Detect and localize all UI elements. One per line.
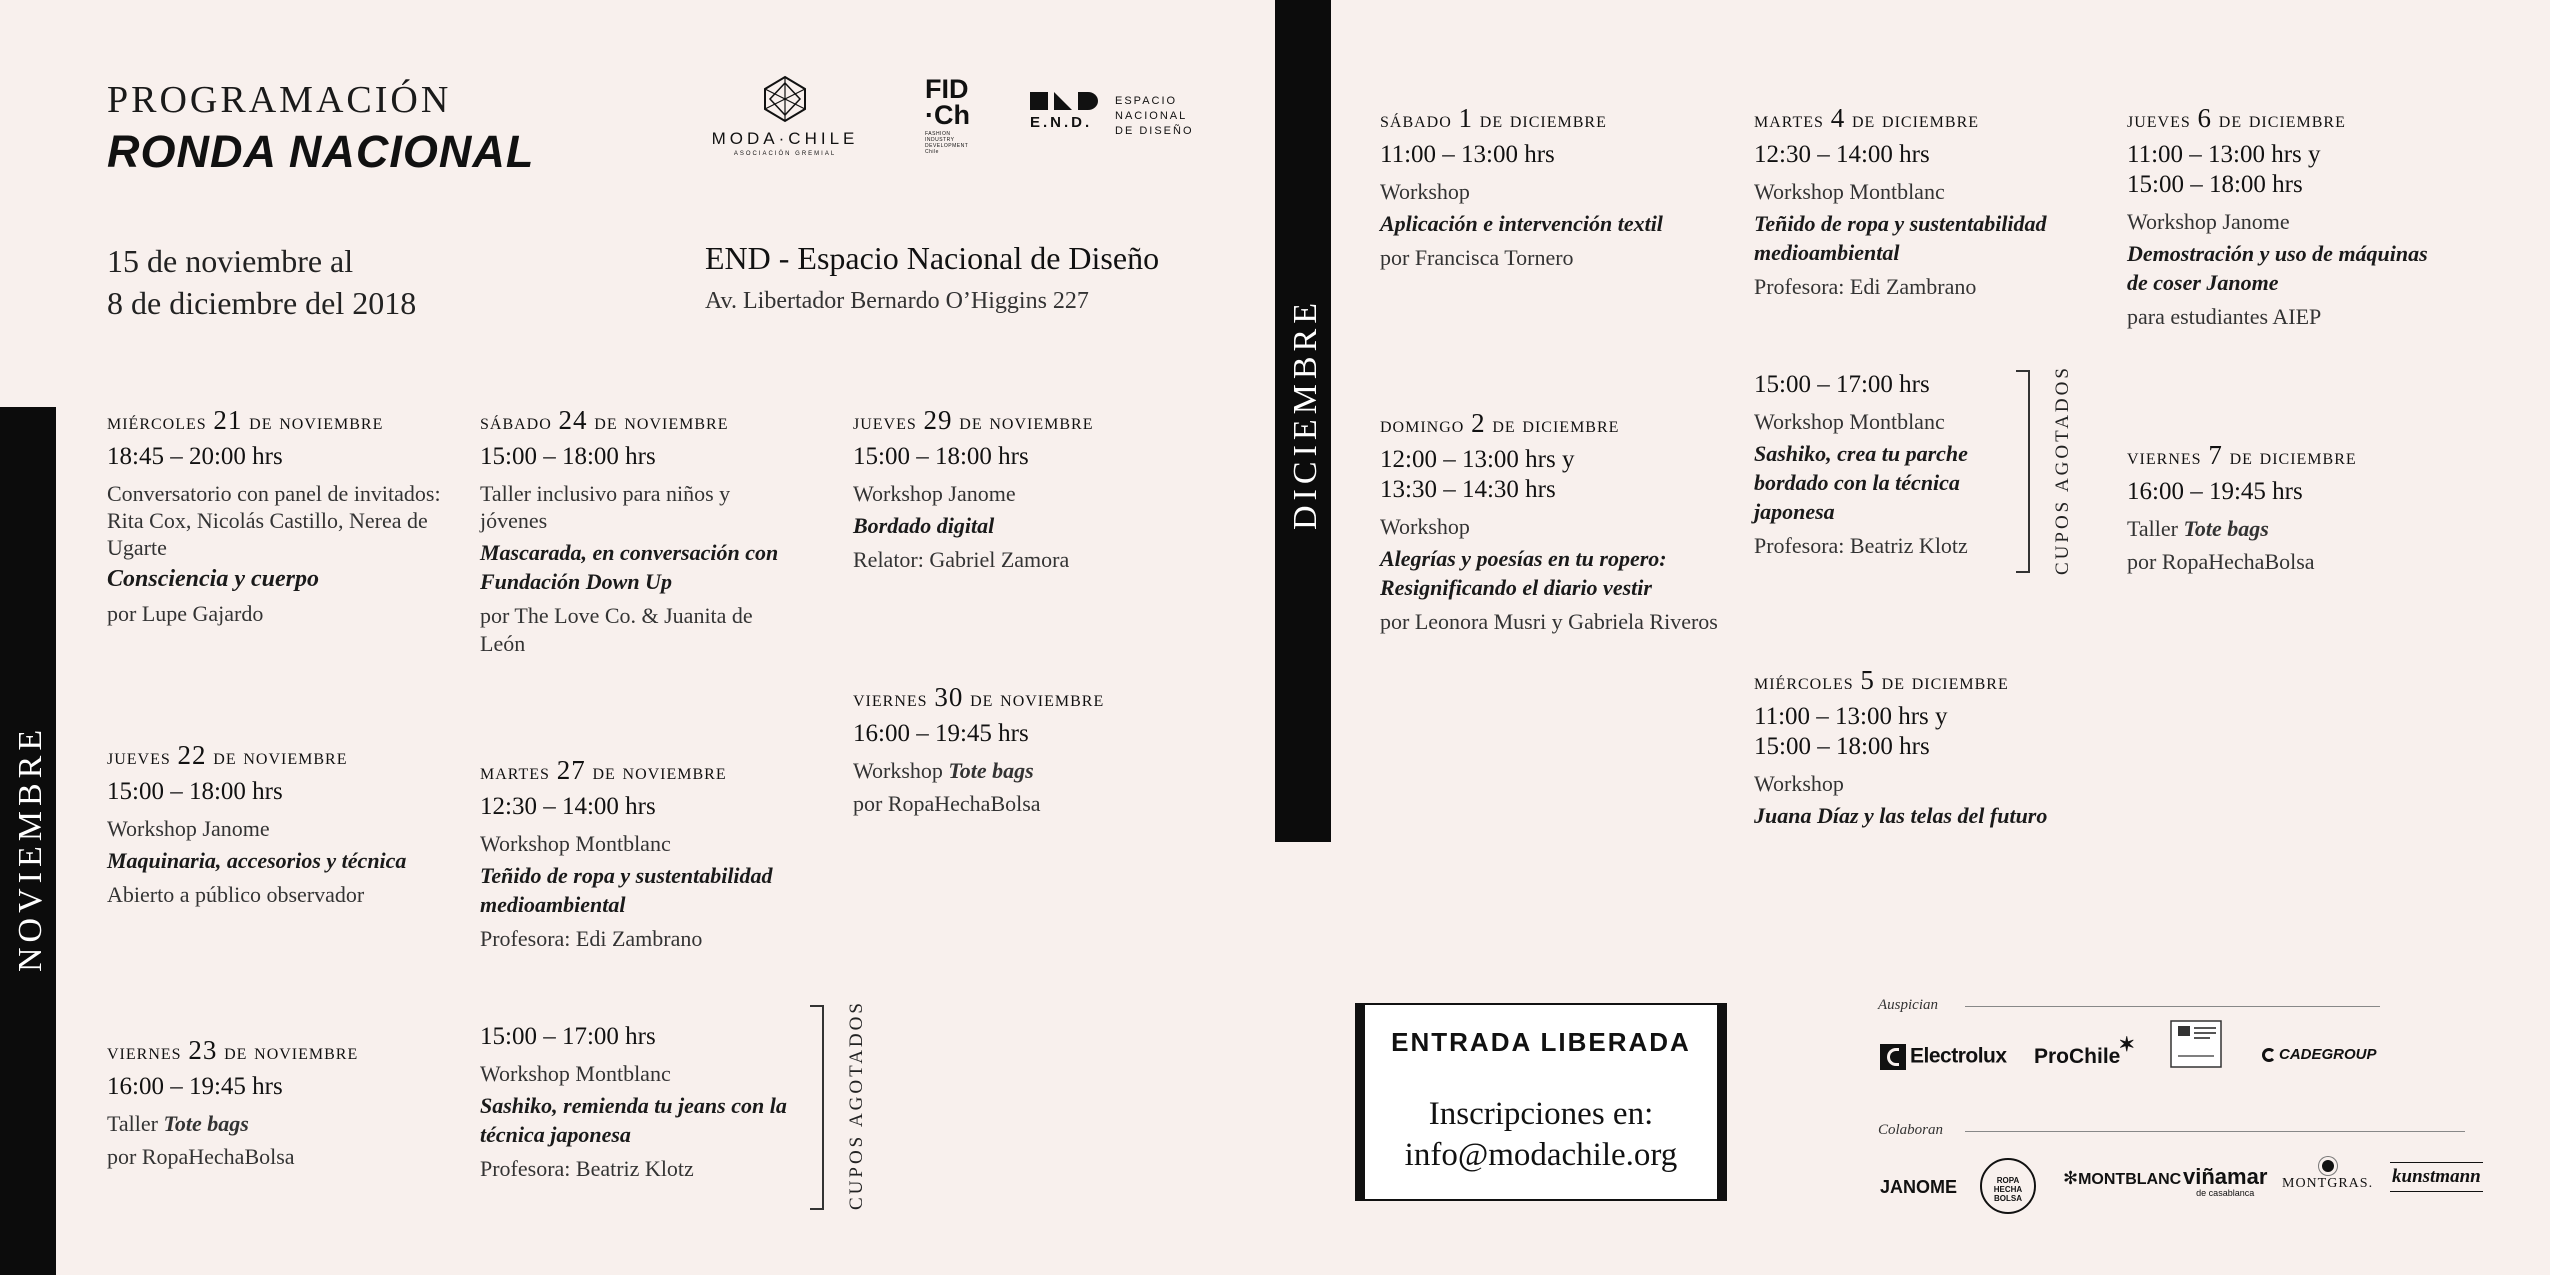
event-time: 16:00 – 19:45 hrs: [853, 720, 1029, 747]
event-day: martes 27 de noviembre: [480, 755, 727, 785]
event-type: Taller Tote bags: [2127, 516, 2269, 541]
event-title: Demostración y uso de máquinas de coser Janome: [2127, 241, 2428, 295]
event-time: 15:00 – 18:00 hrs: [853, 443, 1029, 470]
event-day: martes 4 de diciembre: [1754, 103, 1980, 133]
event-title: Teñido de ropa y sustentabilidad medioambiental: [1754, 211, 2047, 265]
event-day: jueves 29 de noviembre: [853, 405, 1094, 435]
event-type: Workshop Montblanc: [480, 831, 671, 856]
event-time-2: 15:00 – 18:00 hrs: [2127, 171, 2303, 198]
prochile-star-icon: ✶: [2118, 1034, 2136, 1056]
event-title: Maquinaria, accesorios y técnica: [107, 848, 407, 873]
event-sab1: [1380, 103, 1720, 272]
end-desc: ESPACIO NACIONAL DE DISEÑO: [1115, 95, 1194, 137]
colaborador-montblanc: ✻MONTBLANC: [2063, 1168, 2182, 1188]
event-title: Mascarada, en conversación con Fundación Down Up: [480, 540, 779, 594]
fidch-line-2: ·Ch: [925, 100, 970, 130]
event-type: Workshop Tote bags: [853, 758, 1034, 783]
auspician-label: Auspician: [1878, 997, 1938, 1013]
inscripciones-label: Inscripciones en:: [1428, 1096, 1654, 1132]
cupos-agotados-label: CUPOS AGOTADOS: [846, 1000, 867, 1210]
colaborador-kunstmann: kunstmann: [2390, 1162, 2483, 1192]
event-time: 18:45 – 20:00 hrs: [107, 443, 283, 470]
cupos-agotados-label: CUPOS AGOTADOS: [2052, 365, 2073, 575]
event-mar4: [1754, 103, 2054, 301]
auspician-divider: [1965, 1006, 2380, 1007]
event-day: sábado 1 de diciembre: [1380, 103, 1607, 133]
end-name: E.N.D.: [1030, 114, 1093, 131]
gobierno-seal-icon: [2170, 1020, 2222, 1068]
cadegroup-icon: [2262, 1048, 2276, 1062]
event-type: Conversatorio con panel de invitados: Rita Cox, Nicolás Castillo, Nerea de Ugarte: [107, 481, 441, 560]
event-type: Workshop Montblanc: [480, 1061, 671, 1086]
event-host: por Francisca Tornero: [1380, 245, 1574, 270]
event-type: Taller inclusivo para niños y jóvenes: [480, 481, 731, 533]
venue-name: END - Espacio Nacional de Diseño: [705, 240, 1160, 276]
december-label: DICIEMBRE: [1287, 298, 1324, 530]
event-time: 15:00 – 18:00 hrs: [107, 778, 283, 805]
modachile-mark-icon: [760, 75, 810, 123]
event-host: para estudiantes AIEP: [2127, 304, 2322, 329]
event-dom2: [1380, 408, 1720, 636]
dates-line-2: 8 de diciembre del 2018: [107, 285, 417, 321]
event-vie7: [2127, 440, 2437, 576]
event-time: 15:00 – 18:00 hrs: [480, 443, 656, 470]
event-day: miércoles 5 de diciembre: [1754, 665, 2009, 695]
event-type: Workshop: [1380, 514, 1470, 539]
event-type: Workshop Janome: [2127, 209, 2290, 234]
event-host: por RopaHechaBolsa: [2127, 549, 2315, 574]
event-time: 12:30 – 14:00 hrs: [1754, 141, 1930, 168]
montgras-dot-icon: [2322, 1160, 2334, 1172]
event-day: domingo 2 de diciembre: [1380, 408, 1620, 438]
event-host: Profesora: Edi Zambrano: [480, 926, 703, 951]
event-time: 16:00 – 19:45 hrs: [107, 1073, 283, 1100]
event-host: por Leonora Musri y Gabriela Riveros: [1380, 609, 1718, 634]
event-day: jueves 22 de noviembre: [107, 740, 348, 770]
modachile-sub: ASOCIACIÓN GREMIAL: [733, 151, 837, 157]
event-type: Workshop Janome: [853, 481, 1016, 506]
cupos-bracket: [2016, 370, 2030, 573]
sponsor-gobierno: [2170, 1020, 2222, 1073]
event-host: Relator: Gabriel Zamora: [853, 547, 1070, 572]
colaborador-janome: JANOME: [1880, 1177, 1958, 1197]
event-jue6: [2127, 103, 2437, 331]
cupos-bracket: [810, 1005, 824, 1210]
event-mar4-session-2: [1754, 370, 2044, 560]
fidch-line-1: FID: [925, 74, 969, 104]
event-time: 12:30 – 14:00 hrs: [480, 793, 656, 820]
event-day: viernes 30 de noviembre: [853, 682, 1105, 712]
event-type: Workshop Janome: [107, 816, 270, 841]
colaboran-divider: [1965, 1131, 2465, 1132]
event-type: Workshop: [1380, 179, 1470, 204]
event-title: Alegrías y poesías en tu ropero: Resignificando el diario vestir: [1380, 546, 1667, 600]
event-dates: [107, 240, 416, 324]
event-time-1: 11:00 – 13:00 hrs y: [1754, 703, 1948, 730]
event-host: Profesora: Beatriz Klotz: [480, 1156, 694, 1181]
event-type: Workshop Montblanc: [1754, 179, 1945, 204]
fidch-logo: [925, 76, 970, 155]
end-shapes-icon: [1030, 92, 1100, 110]
event-title: Consciencia y cuerpo: [107, 566, 319, 592]
event-time-2: 13:30 – 14:30 hrs: [1380, 476, 1556, 503]
electrolux-icon: [1880, 1044, 1906, 1070]
colaborador-montgras: MONTGRAS.: [2282, 1160, 2373, 1192]
event-jue29: [853, 405, 1183, 574]
colaborador-vinamar: viñamar de casablanca: [2183, 1164, 2268, 1198]
montblanc-star-icon: ✻: [2063, 1168, 2079, 1188]
event-title: Aplicación e intervención textil: [1380, 211, 1663, 236]
colaborador-ropahechabolsa: ROPA HECHA BOLSA: [1980, 1158, 2036, 1214]
event-time-1: 12:00 – 13:00 hrs y: [1380, 446, 1575, 473]
event-title: Bordado digital: [853, 513, 995, 538]
event-host: por RopaHechaBolsa: [107, 1144, 295, 1169]
event-time-1: 11:00 – 13:00 hrs y: [2127, 141, 2321, 168]
event-type: Workshop Montblanc: [1754, 409, 1945, 434]
event-day: viernes 23 de noviembre: [107, 1035, 359, 1065]
inscripciones-email[interactable]: info@modachile.org: [1404, 1137, 1678, 1173]
event-host: Profesora: Beatriz Klotz: [1754, 533, 1968, 558]
dates-line-1: 15 de noviembre al: [107, 243, 354, 279]
event-sab24: [480, 405, 800, 658]
event-title: Teñido de ropa y sustentabilidad medioambiental: [480, 863, 773, 917]
event-time-2: 15:00 – 18:00 hrs: [1754, 733, 1930, 760]
event-time: 11:00 – 13:00 hrs: [1380, 141, 1555, 168]
event-vie30: [853, 682, 1183, 818]
sponsor-cadegroup: CADEGROUP: [2262, 1046, 2377, 1063]
event-day: sábado 24 de noviembre: [480, 405, 729, 435]
event-time: 16:00 – 19:45 hrs: [2127, 478, 2303, 505]
colaboran-label: Colaboran: [1878, 1122, 1944, 1138]
event-time: 15:00 – 17:00 hrs: [480, 1023, 656, 1050]
event-day: miércoles 21 de noviembre: [107, 405, 384, 435]
event-day: viernes 7 de diciembre: [2127, 440, 2357, 470]
event-host: por The Love Co. & Juanita de León: [480, 603, 753, 656]
event-host: Profesora: Edi Zambrano: [1754, 274, 1977, 299]
event-type: Workshop: [1754, 771, 1844, 796]
entrada-title: ENTRADA LIBERADA: [1391, 1027, 1691, 1057]
event-mie21: [107, 405, 447, 628]
event-day: jueves 6 de diciembre: [2127, 103, 2346, 133]
fidch-sub: FASHION INDUSTRY DEVELOPMENT Chile: [925, 131, 969, 155]
november-label: NOVIEMBRE: [12, 724, 49, 972]
event-time: 15:00 – 17:00 hrs: [1754, 371, 1930, 398]
modachile-logo: [700, 75, 870, 157]
event-jue22: [107, 740, 427, 909]
event-mar27-session-2: [480, 1022, 810, 1183]
end-logo: [1030, 92, 1194, 137]
event-host: Abierto a público observador: [107, 882, 365, 907]
sponsor-electrolux: Electrolux: [1880, 1044, 2007, 1070]
sponsor-prochile: ProChile✶: [2034, 1034, 2136, 1068]
entrada-liberada-box: [1355, 1003, 1727, 1201]
event-vie23: [107, 1035, 427, 1171]
program-kicker: PROGRAMACIÓN: [107, 79, 452, 121]
event-host: por Lupe Gajardo: [107, 601, 264, 626]
event-title: Sashiko, remienda tu jeans con la técnica japonesa: [480, 1093, 787, 1147]
event-title: Sashiko, crea tu parche bordado con la técnica japonesa: [1754, 441, 1968, 524]
event-type: Taller Tote bags: [107, 1111, 249, 1136]
event-mar27: [480, 755, 780, 953]
program-title: RONDA NACIONAL: [107, 126, 535, 177]
venue-address: Av. Libertador Bernardo O’Higgins 227: [705, 288, 1089, 314]
event-mie5: [1754, 665, 2074, 830]
event-title: Juana Díaz y las telas del futuro: [1754, 803, 2048, 828]
event-host: por RopaHechaBolsa: [853, 791, 1041, 816]
modachile-name: MODA·CHILE: [711, 129, 859, 148]
